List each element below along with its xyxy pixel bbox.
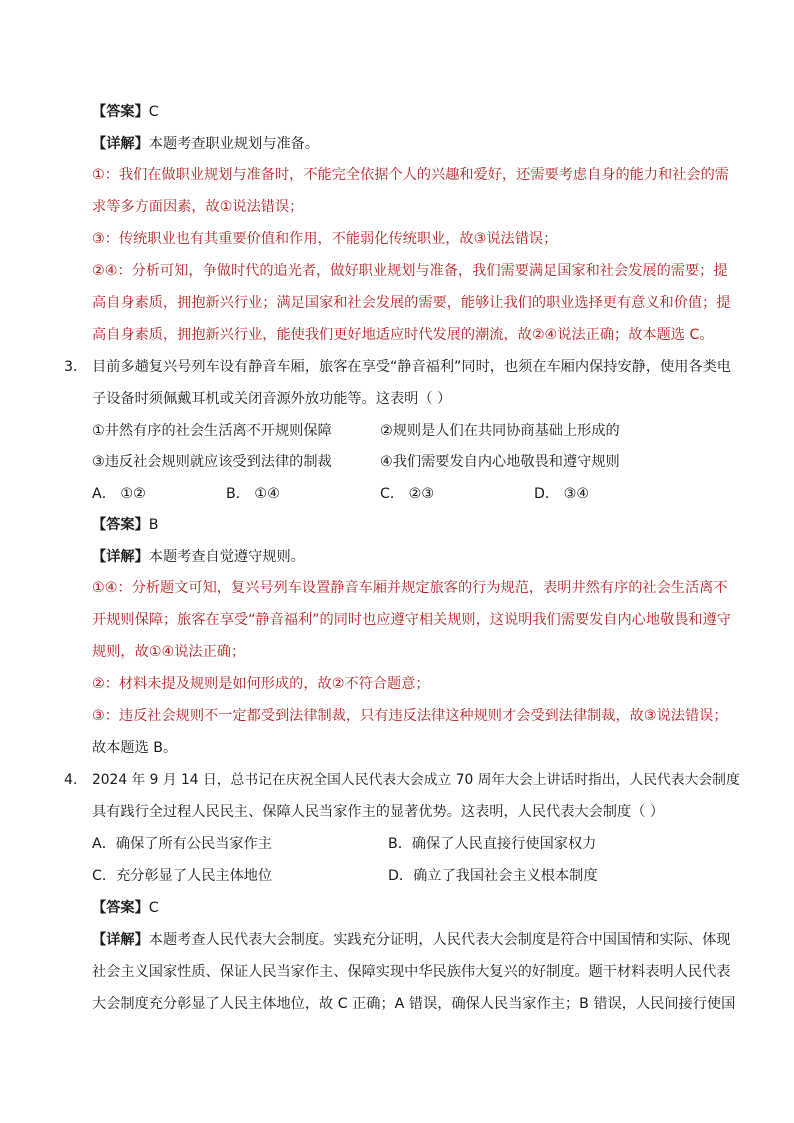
- q3-explanation-3: ③：违反社会规则不一定都受到法律制裁，只有违反法律这种规则才会受到法律制裁，故③说法错误；: [92, 708, 728, 724]
- q3-detail-line: [92, 547, 305, 567]
- q4-choice-a: A．确保了所有公民当家作主: [92, 836, 272, 852]
- q3-number: 3．: [64, 359, 88, 375]
- q4-choice-b: B．确保了人民直接行使国家权力: [388, 836, 597, 852]
- q3-explanation-1-line-2: 开规则保障；旅客在享受“静音福利”的同时也应遵守相关规则，这说明我们需要发自内心地敬畏和遵守: [92, 612, 731, 628]
- q4-stem-line-2: 具有践行全过程人民民主、保障人民当家作主的显著优势。这表明，人民代表大会制度（ ）: [92, 804, 665, 820]
- q3-answer-line: [92, 515, 159, 535]
- q3-statement-2: ②规则是人们在共同协商基础上形成的: [380, 423, 620, 439]
- answer-value: B: [148, 517, 159, 533]
- q3-explanation-2: ②：材料未提及规则是如何形成的，故②不符合题意；: [92, 676, 430, 692]
- detail-intro: 本题考查职业规划与准备。: [148, 136, 320, 152]
- q2-explanation-3-line-2: 高自身素质，拥抱新兴行业；满足国家和社会发展的需要，能够让我们的职业选择更有意义和价值；提: [92, 295, 731, 311]
- q2-explanation-2: ③：传统职业也有其重要价值和作用，不能弱化传统职业，故③说法错误；: [92, 231, 558, 247]
- detail-text: 本题考查人民代表大会制度。实践充分证明，人民代表大会制度是符合中国国情和实际、体现: [148, 932, 731, 948]
- q3-stem-line-2: 子设备时须佩戴耳机或关闭音源外放功能等。这表明（ ）: [92, 391, 452, 407]
- detail-tag: 【详解】: [92, 932, 149, 948]
- detail-tag: 【详解】: [92, 136, 149, 152]
- q3-stem-line-1: 目前多趟复兴号列车设有静音车厢，旅客在享受“静音福利”同时，也须在车厢内保持安静，使用各类电: [92, 359, 731, 375]
- q2-explanation-3-line-1: ②④：分析可知，争做时代的追光者，做好职业规划与准备，我们需要满足国家和社会发展的需要；提: [92, 263, 728, 279]
- q3-statement-3: ③违反社会规则就应该受到法律的制裁: [92, 454, 332, 470]
- answer-tag: 【答案】: [92, 900, 149, 916]
- answer-value: C: [148, 900, 159, 916]
- q4-number: 4．: [64, 772, 88, 788]
- q3-explanation-1-line-1: ①④：分析题文可知，复兴号列车设置静音车厢并规定旅客的行为规范，表明井然有序的社会生活离不: [92, 580, 728, 596]
- q4-choice-c: C．充分彰显了人民主体地位: [92, 868, 273, 884]
- answer-tag: 【答案】: [92, 104, 149, 120]
- q3-choice-b: B． ①④: [226, 486, 280, 502]
- q4-detail-line-2: 社会主义国家性质、保证人民当家作主、保障实现中华民族伟大复兴的好制度。题干材料表明人民代表: [92, 964, 731, 980]
- q3-choice-a: A． ①②: [92, 486, 146, 502]
- q3-choice-d: D． ③④: [534, 486, 590, 502]
- q4-detail-line-1: [92, 930, 730, 950]
- q4-stem-line-1: 2024 年 9 月 14 日，总书记在庆祝全国人民代表大会成立 70 周年大会上讲话时指出，人民代表大会制度: [92, 772, 740, 788]
- q3-explanation-1-line-3: 规则，故①④说法正确；: [92, 644, 246, 660]
- q2-explanation-1-line-2: 求等多方面因素，故①说法错误；: [92, 199, 304, 215]
- q3-conclusion: 故本题选 B。: [92, 740, 178, 756]
- q3-choice-c: C． ②③: [380, 486, 435, 502]
- answer-tag: 【答案】: [92, 517, 149, 533]
- detail-tag: 【详解】: [92, 549, 149, 565]
- q2-explanation-3-line-3: 高自身素质，拥抱新兴行业，能使我们更好地适应时代发展的潮流，故②④说法正确；故本题选 C。: [92, 327, 714, 343]
- q2-detail-line: [92, 134, 319, 154]
- q4-detail-line-3: 大会制度充分彰显了人民主体地位，故 C 正确；A 错误，确保人民当家作主；B 错误，人民间接行使国: [92, 996, 736, 1012]
- q3-statement-4: ④我们需要发自内心地敬畏和遵守规则: [380, 454, 620, 470]
- q2-explanation-1-line-1: ①：我们在做职业规划与准备时，不能完全依据个人的兴趣和爱好，还需要考虑自身的能力和社会的需: [92, 167, 729, 183]
- detail-intro: 本题考查自觉遵守规则。: [148, 549, 305, 565]
- q3-statement-1: ①井然有序的社会生活离不开规则保障: [92, 423, 332, 439]
- q4-choice-d: D．确立了我国社会主义根本制度: [388, 868, 598, 884]
- answer-value: C: [148, 104, 159, 120]
- q4-answer-line: [92, 898, 159, 918]
- q2-answer-line: [92, 102, 159, 122]
